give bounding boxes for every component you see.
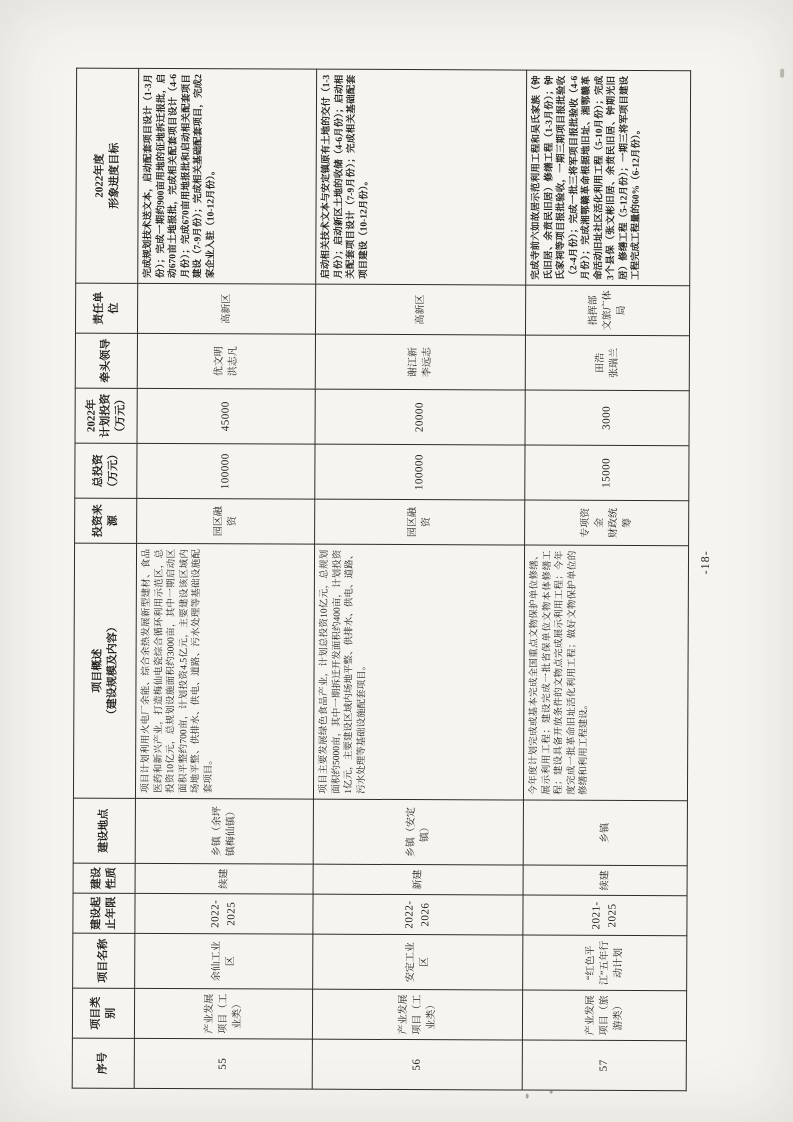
cell-years: 2022- 2025 (135, 893, 313, 934)
cell-target: 完成规划技术送文本，启动配套项目设计（1-3月份）；完成一期约900亩用地的征地拆迁报批，启动670亩土地报批，完成相关配套项目设计（4-6月份）；完成670亩用地报批和启动相关配套项目建设（7-9月份）；完成相关基础配套项目，完成2家企业入驻（10-12月份）。 (138, 68, 317, 284)
cell-nature: 新建 (313, 864, 523, 895)
cell-overview: 今年度计划完成或基本完成全国重点文物保护单位修缮、展示利用工程；建设完成一批省保单位文物本体修缮工程；建设具备开放条件的文物点完成展示利用工程；今年度完成一批革命旧址活化利用工程；做好文物保护单位的修缮和利用工程建设。 (523, 545, 688, 801)
scan-speckle (780, 69, 784, 78)
page-number: -18- (697, 550, 713, 575)
cell-location: 乡镇（余坪镇梅仙镇） (135, 798, 313, 864)
cell-total-investment: 100000 (137, 443, 315, 499)
cell-plan-2022: 45000 (137, 388, 315, 444)
cell-years: 2022- 2026 (313, 894, 523, 935)
cell-nature: 续建 (135, 863, 313, 894)
header-category: 项目类别 (72, 988, 134, 1038)
cell-leaders: 优文明 洪志凡 (137, 333, 315, 389)
header-project-name: 项目名称 (73, 933, 135, 988)
header-plan-2022: 2022年 计划投资 （万元） (75, 388, 137, 443)
cell-total-investment: 100000 (315, 444, 525, 500)
project-schedule-table (72, 68, 691, 1092)
cell-location: 乡镇 (523, 800, 687, 866)
cell-seq: 57 (522, 1040, 686, 1091)
header-years: 建设起止年限 (73, 893, 135, 933)
cell-plan-2022: 3000 (525, 390, 689, 446)
cell-location: 乡镇（安定镇） (313, 799, 523, 865)
cell-leaders: 谢江新 李远志 (315, 334, 525, 390)
cell-unit: 高新区 (315, 284, 525, 335)
header-leaders: 牵头领导 (75, 333, 137, 388)
cell-plan-2022: 20000 (315, 389, 525, 445)
header-total-investment: 总投资 （万元） (75, 443, 137, 498)
header-seq: 序号 (72, 1038, 134, 1088)
cell-project-name: 安定工业区 (313, 934, 523, 990)
header-unit: 责任单位 (75, 283, 137, 333)
table-row (522, 70, 690, 1091)
header-location: 建设地点 (73, 798, 135, 863)
table-row (312, 69, 526, 1090)
scan-speckle (550, 1091, 553, 1094)
cell-seq: 56 (312, 1039, 522, 1090)
cell-overview: 项目计划利用火电厂余能、综合余热发展新型建材、食品医药和新兴产业，打造梅仙电瓷综合循环利用示范区，总投资10亿元，总规划设施面积约3000亩，其中一期启动区面积平整约700亩，计划投资4.5亿元，主要建设该区域内场地平整、供排水、供电、道路、污水处理等基础设施配套项目。 (135, 543, 314, 799)
cell-category: 产业发展项目（旅游类） (522, 990, 686, 1041)
cell-leaders: 田浩 张瑞兰 (525, 335, 689, 391)
cell-target: 完成寺前六如故居示范利用工程和吴氏家族（钟氏旧居、余贲民旧居）修缮工程（1-3月份）；钟氏家祠等项目报批验收，一期三期项目报批验收（2-4月份）；完成一批三将军项目报批验收（4-6月份）；完成湘鄂赣革命根据地旧址、湘鄂赣革命活动旧址社区活化利用工程（5-10月份）；完成3个县保（张文彬旧居、余贲民旧居、钟期光旧居）修缮工程（5-12月份）；一期三将军项目建设工程完成工程量的60%（6-12月份）。 (526, 70, 691, 286)
cell-category: 产业发展项目（工业类） (134, 988, 312, 1039)
cell-funding: 园区融资 (137, 498, 315, 544)
cell-years: 2021- 2025 (523, 895, 687, 936)
cell-category: 产业发展项目（工业类） (312, 989, 522, 1040)
header-funding: 投资来源 (75, 498, 137, 543)
cell-funding: 园区融资 (315, 499, 525, 545)
cell-project-name: “红色平江”五年行动计划 (523, 935, 687, 991)
header-nature: 建设性质 (73, 863, 135, 893)
cell-target: 启动相关技术文本与安定镇原有土地的交付（1-3月份）；启动新区土地的收储（4-6月份）；启动相关配套项目设计（7-9月份）；完成相关基础配套项目建设（10-12月份）。 (316, 69, 527, 285)
cell-seq: 55 (134, 1038, 312, 1089)
cell-funding: 专项资金 财政统筹 (525, 500, 689, 546)
table-row (134, 68, 316, 1089)
cell-overview: 项目主要发展绿色食品产业，计划总投资10亿元，总规划面积约5000亩，其中一期拆迁开发面积约400亩，计划投资1亿元，主要建设区域内场地平整、供排水、供电、道路、污水处理等基础设施配套项目。 (313, 544, 524, 800)
cell-total-investment: 15000 (525, 445, 689, 501)
table-header-row (72, 68, 138, 1088)
cell-unit: 指挥部 文旅广体局 (525, 285, 689, 336)
header-target: 2022年度 形象进度目标 (76, 68, 139, 283)
cell-unit: 高新区 (137, 283, 315, 334)
scan-speckle (526, 1094, 529, 1099)
header-overview: 项目概述 （建设规模及内容） (73, 543, 136, 798)
cell-nature: 续建 (523, 865, 687, 896)
cell-project-name: 余仙工业区 (135, 933, 313, 989)
